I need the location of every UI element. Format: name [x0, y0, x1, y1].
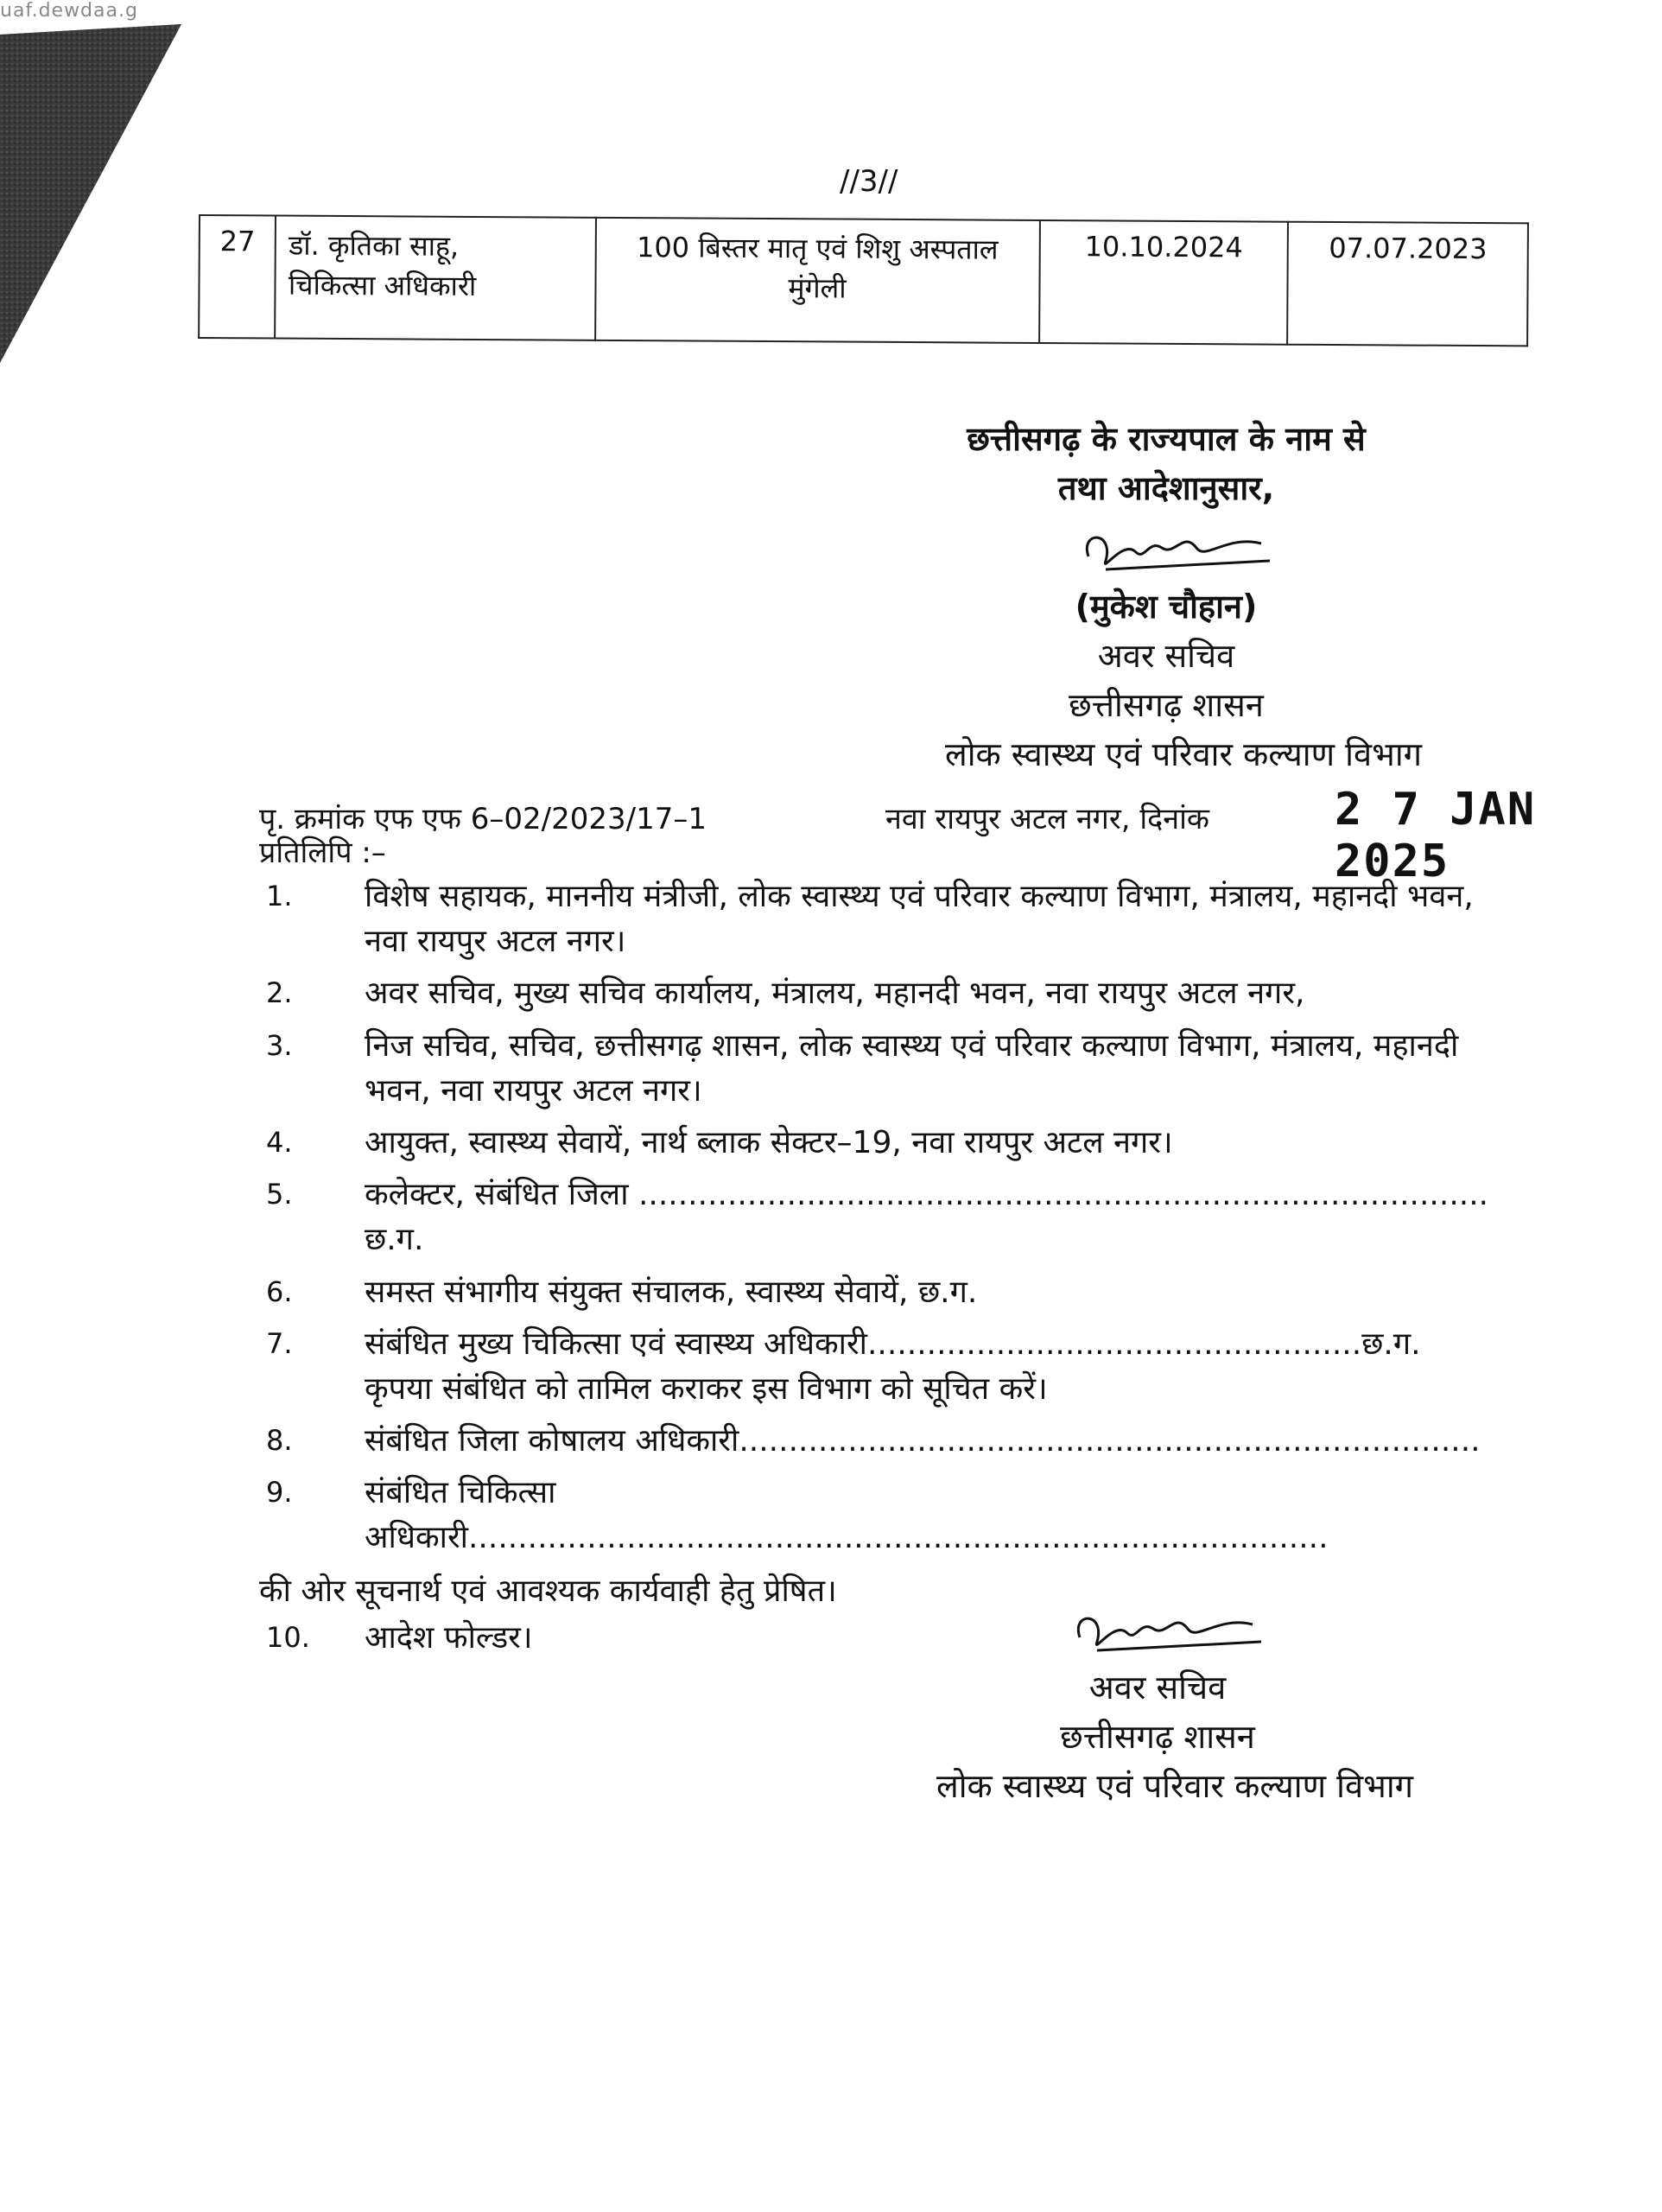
signature-block-2 — [760, 1594, 1555, 1811]
date-cell-2: 07.07.2023 — [1287, 222, 1527, 346]
item-text: निज सचिव, सचिव, छत्तीसगढ़ शासन, लोक स्वास्थ्य एवं परिवार कल्याण विभाग, मंत्रालय, महानदी भवन, नवा रायपुर अटल नगर। — [365, 1027, 1459, 1109]
name-cell — [276, 216, 596, 340]
item-text: आदेश फोल्डर। — [365, 1619, 533, 1656]
top-strip-text: uaf.dewdaa.g — [0, 0, 138, 22]
item-text: आयुक्त, स्वास्थ्य सेवायें, नार्थ ब्लाक सेक्टर–19, नवा रायपुर अटल नगर। — [365, 1124, 1173, 1160]
list-item — [259, 1270, 1503, 1315]
item-text: अवर सचिव, मुख्य सचिव कार्यालय, मंत्रालय, महानदी भवन, नवा रायपुर अटल नगर, — [365, 976, 1305, 1012]
posting-district: मुंगेली — [788, 271, 847, 305]
signature-scribble — [1045, 1594, 1270, 1663]
posting-cell — [595, 218, 1040, 343]
list-item — [259, 874, 1503, 964]
department-name: लोक स्वास्थ्य एवं परिवार कल्याण विभाग — [936, 1767, 1414, 1805]
item-text: कलेक्टर, संबंधित जिला ...................................................................................... छ.ग. — [365, 1177, 1489, 1258]
copy-heading: प्रतिलिपि :– — [259, 836, 386, 870]
government-name: छत्तीसगढ़ शासन — [1069, 686, 1264, 724]
signature — [777, 513, 1555, 582]
item-number: 2. — [266, 976, 293, 1010]
table-row — [199, 215, 1528, 346]
reference-number: पृ. क्रमांक एफ एफ 6–02/2023/17–1 — [259, 802, 707, 836]
officer-designation: चिकित्सा अधिकारी — [288, 269, 477, 303]
signatory-name: (मुकेश चौहान) — [1075, 588, 1258, 626]
list-item — [259, 1322, 1503, 1412]
closing-line: की ओर सूचनार्थ एवं आवश्यक कार्यवाही हेतु प्रेषित। — [259, 1573, 837, 1609]
department-name: लोक स्वास्थ्य एवं परिवार कल्याण विभाग — [944, 735, 1423, 773]
posting-table — [198, 214, 1529, 346]
date-stamp: 2 7 JAN 2025 — [1335, 784, 1537, 887]
copy-list — [259, 874, 1503, 1668]
item-number: 4. — [266, 1125, 293, 1159]
item-number: 5. — [266, 1178, 293, 1211]
list-item — [259, 1471, 1503, 1560]
signature-scribble — [1054, 513, 1278, 582]
posting-place: 100 बिस्तर मातृ एवं शिशु अस्पताल — [636, 231, 999, 266]
date-cell-1: 10.10.2024 — [1039, 220, 1289, 345]
signatory-designation: अवर सचिव — [1097, 637, 1235, 675]
item-text: संबंधित चिकित्सा अधिकारी....................................................................................... — [365, 1475, 1329, 1556]
governor-line: छत्तीसगढ़ के राज्यपाल के नाम से — [967, 420, 1366, 458]
signatory-designation: अवर सचिव — [1088, 1669, 1227, 1707]
page-number: //3// — [840, 164, 898, 199]
order-line: तथा आदेशानुसार, — [1057, 469, 1275, 507]
officer-name: डॉ. कृतिका साहू, — [289, 228, 460, 263]
list-item — [259, 1024, 1503, 1114]
scan-shadow-corner — [0, 0, 225, 372]
item-text: संबंधित मुख्य चिकित्सा एवं स्वास्थ्य अधिकारी..................................................छ.ग. — [365, 1325, 1421, 1362]
list-item — [259, 1419, 1503, 1464]
signature — [760, 1594, 1555, 1663]
government-name: छत्तीसगढ़ शासन — [1060, 1718, 1255, 1756]
signature-block — [777, 415, 1555, 779]
list-item — [259, 1173, 1503, 1262]
item-number: 3. — [266, 1028, 293, 1062]
place-date-label: नवा रायपुर अटल नगर, दिनांक — [885, 802, 1209, 836]
item-number: 1. — [266, 880, 293, 912]
item-number: 8. — [266, 1424, 293, 1458]
list-item — [259, 971, 1503, 1016]
item-number: 10. — [266, 1620, 310, 1654]
item-number: 7. — [266, 1326, 293, 1360]
item-number: 9. — [266, 1476, 293, 1510]
item-instruction: कृपया संबंधित को तामिल कराकर इस विभाग को सूचित करें। — [365, 1370, 1048, 1407]
item-text: संबंधित जिला कोषालय अधिकारी........................................................................... — [365, 1423, 1481, 1459]
list-item — [259, 1121, 1503, 1166]
item-text: विशेष सहायक, माननीय मंत्रीजी, लोक स्वास्थ्य एवं परिवार कल्याण विभाग, मंत्रालय, महानदी भवन, नवा रायपुर अटल नगर। — [365, 879, 1474, 960]
serial-cell: 27 — [199, 215, 276, 339]
item-text: समस्त संभागीय संयुक्त संचालक, स्वास्थ्य सेवायें, छ.ग. — [365, 1274, 978, 1310]
item-number: 6. — [266, 1274, 293, 1308]
